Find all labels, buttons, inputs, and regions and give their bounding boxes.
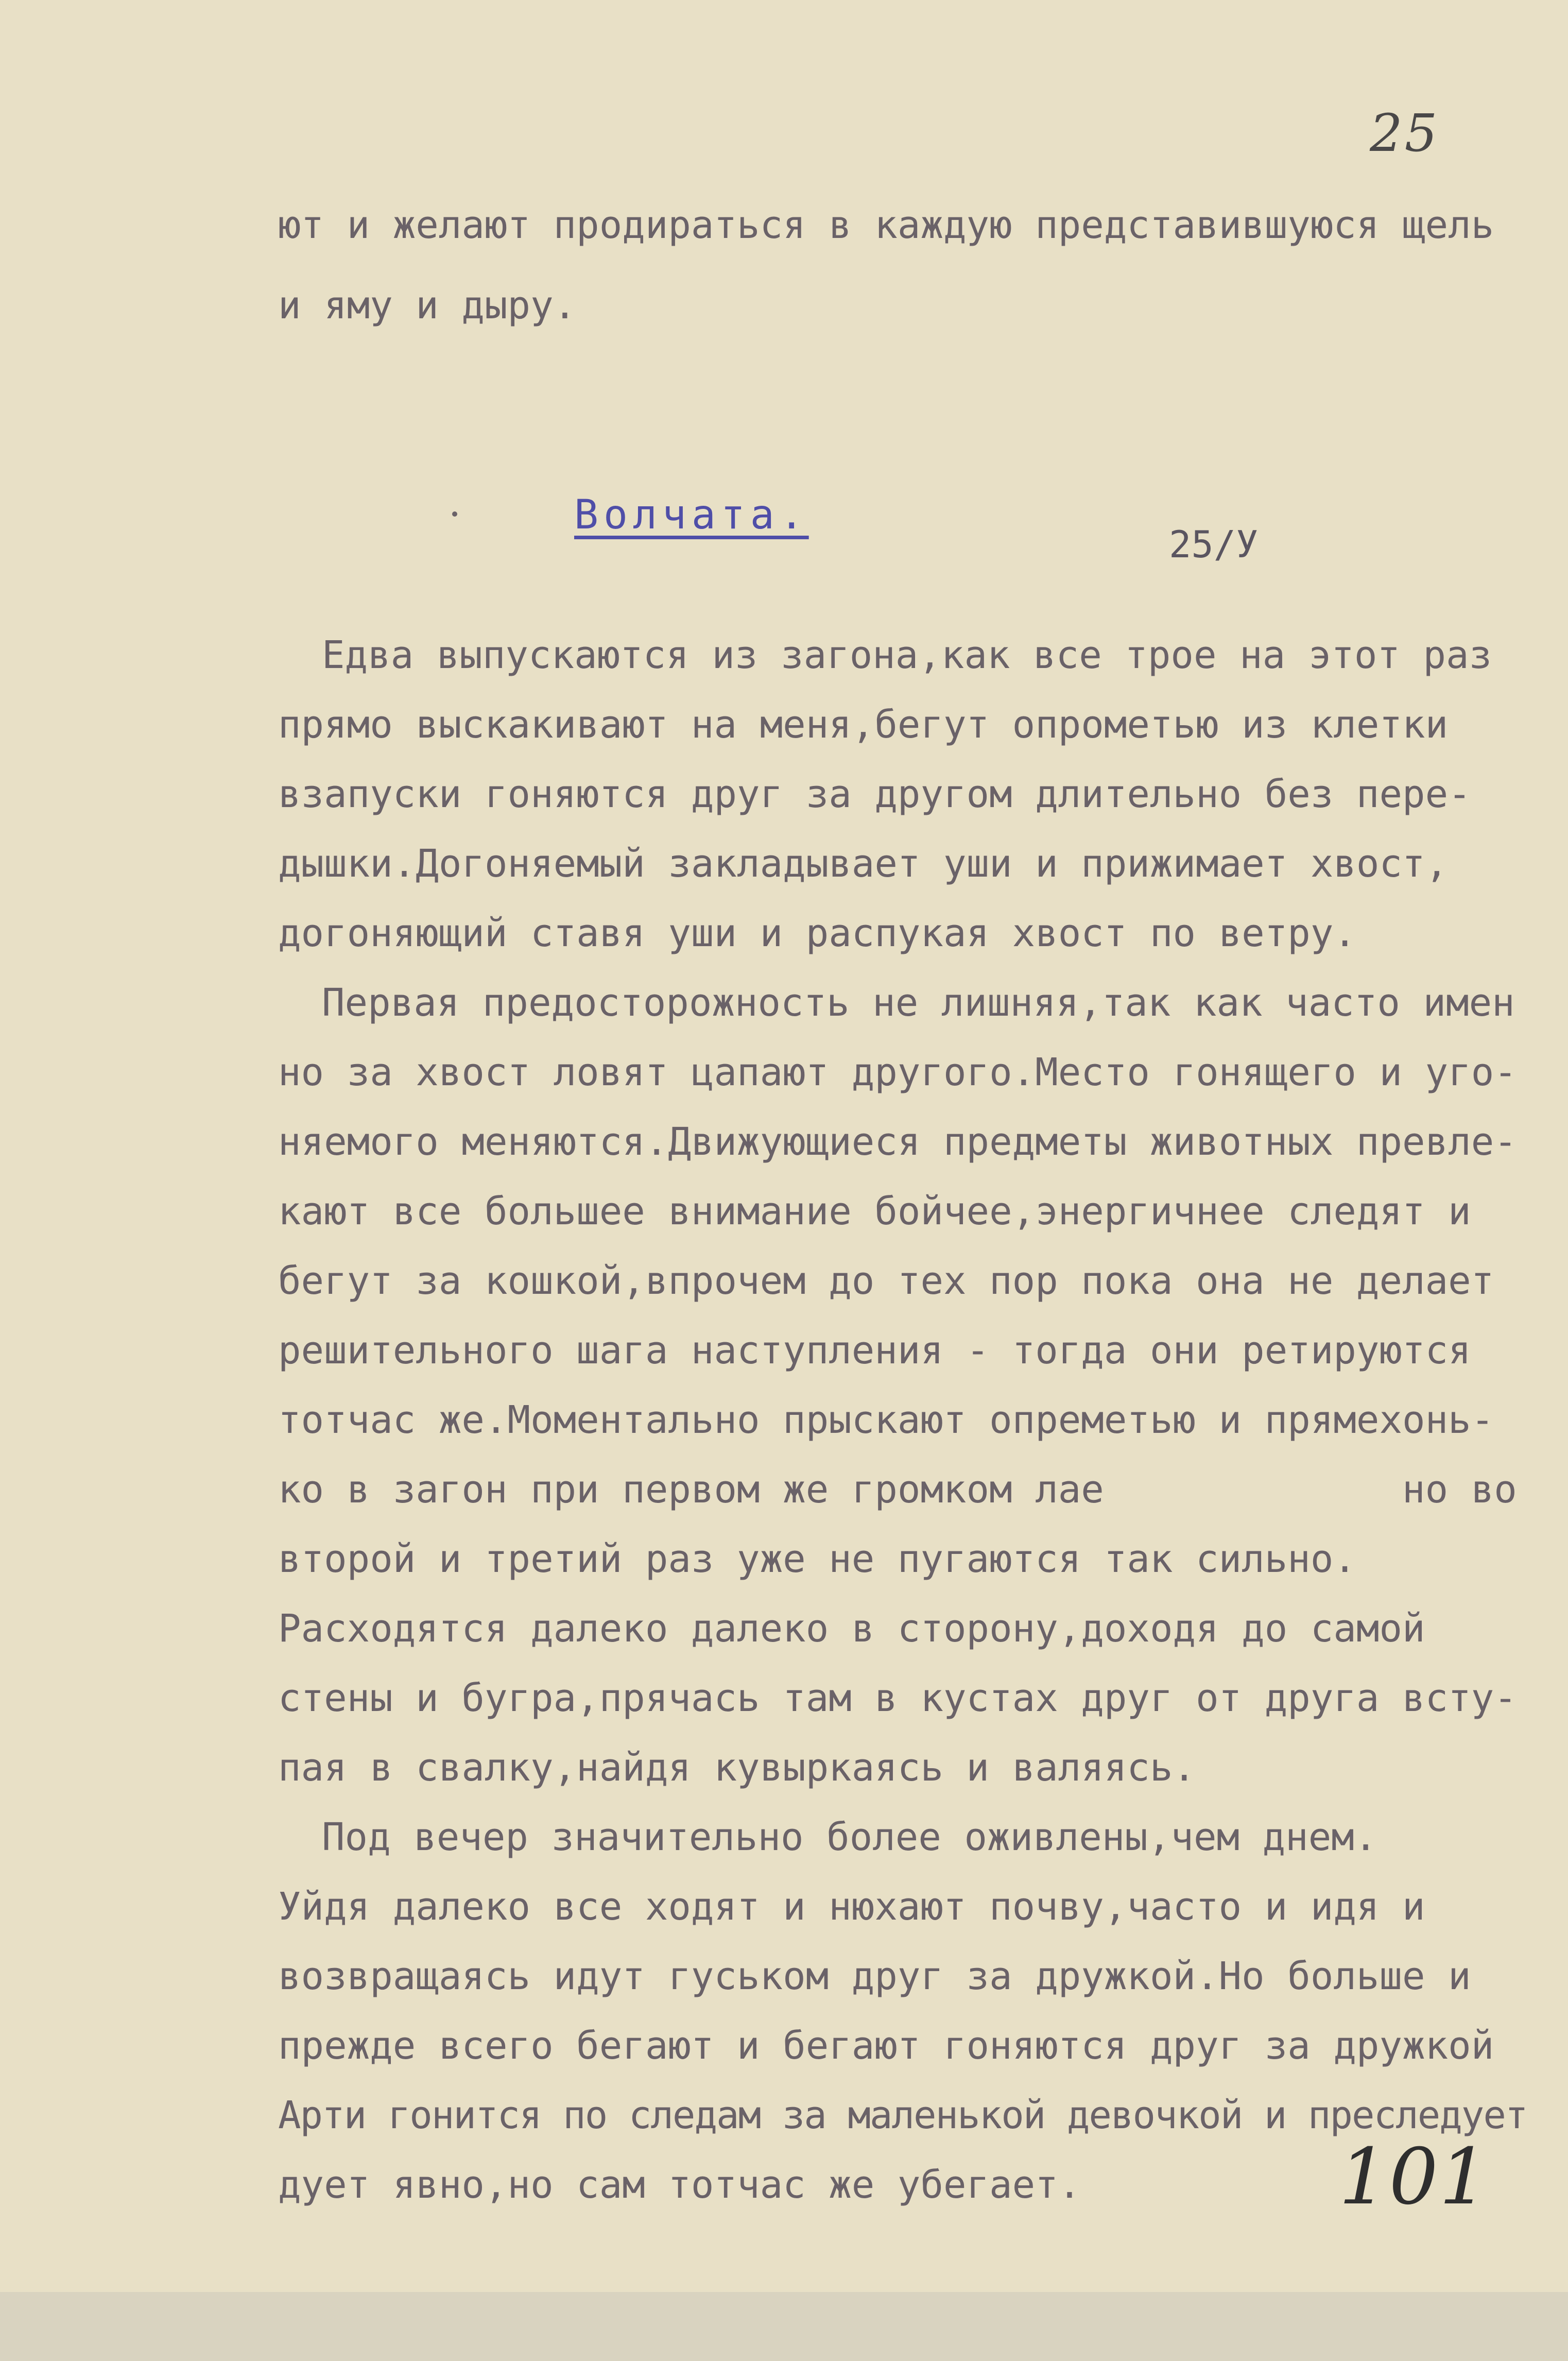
text-line: второй и третий раз уже не пугаются так сильно. <box>278 1537 1356 1581</box>
document-code: 25/У <box>1169 523 1259 566</box>
text-line: Первая предосторожность не лишняя,так как часто имен <box>322 981 1515 1025</box>
text-line: взапуски гоняются друг за другом длительно без пере- <box>278 772 1471 816</box>
text-line: бегут за кошкой,впрочем до тех пор пока она не делает <box>278 1259 1494 1303</box>
text-line: догоняющий ставя уши и распукая хвост по ветру. <box>278 911 1356 955</box>
text-line: тотчас же.Моментально прыскают опреметью и прямехонь- <box>278 1398 1494 1442</box>
text-line: няемого меняются.Движующиеся предметы животных превле- <box>278 1120 1517 1164</box>
text-line: ко в загон при первом же громком лае но во <box>278 1467 1517 1512</box>
text-line: но за хвост ловят цапают другого.Место гонящего и уго- <box>278 1050 1517 1094</box>
scan-margin <box>0 2292 1568 2361</box>
page-number: 25 <box>1370 103 1440 163</box>
archive-number: 101 <box>1339 2132 1490 2222</box>
text-line: прежде всего бегают и бегают гоняются друг за дружкой <box>278 2024 1494 2068</box>
text-line: Расходятся далеко далеко в сторону,доходя до самой <box>278 1606 1425 1651</box>
text-line: дует явно,но сам тотчас же убегает. <box>278 2163 1081 2207</box>
text-line: прямо выскакивают на меня,бегут опрометью из клетки <box>278 703 1449 747</box>
text-line: возвращаясь идут гуськом друг за дружкой.Но больше и <box>278 1954 1471 1998</box>
text-line: Арти гонится по следам за маленькой девочкой и преследует <box>278 2093 1527 2137</box>
text-line: Едва выпускаются из загона,как все трое на этот раз <box>322 633 1492 677</box>
text-line: дышки.Догоняемый закладывает уши и прижимает хвост, <box>278 842 1449 886</box>
ink-dot <box>452 511 457 517</box>
text-line: Уйдя далеко все ходят и нюхают почву,часто и идя и <box>278 1885 1425 1929</box>
text-line: и яму и дыру. <box>278 283 577 328</box>
text-line: пая в свалку,найдя кувыркаясь и валяясь. <box>278 1746 1196 1790</box>
text-line: стены и бугра,прячась там в кустах друг от друга всту- <box>278 1676 1517 1720</box>
text-line: ют и желают продираться в каждую представившуюся щель <box>278 203 1494 247</box>
section-title: Волчата. <box>574 492 809 538</box>
text-line: Под вечер значительно более оживлены,чем днем. <box>322 1815 1377 1859</box>
text-line: кают все большее внимание бойчее,энергичнее следят и <box>278 1189 1471 1234</box>
text-line: решительного шага наступления - тогда они ретируются <box>278 1328 1471 1373</box>
